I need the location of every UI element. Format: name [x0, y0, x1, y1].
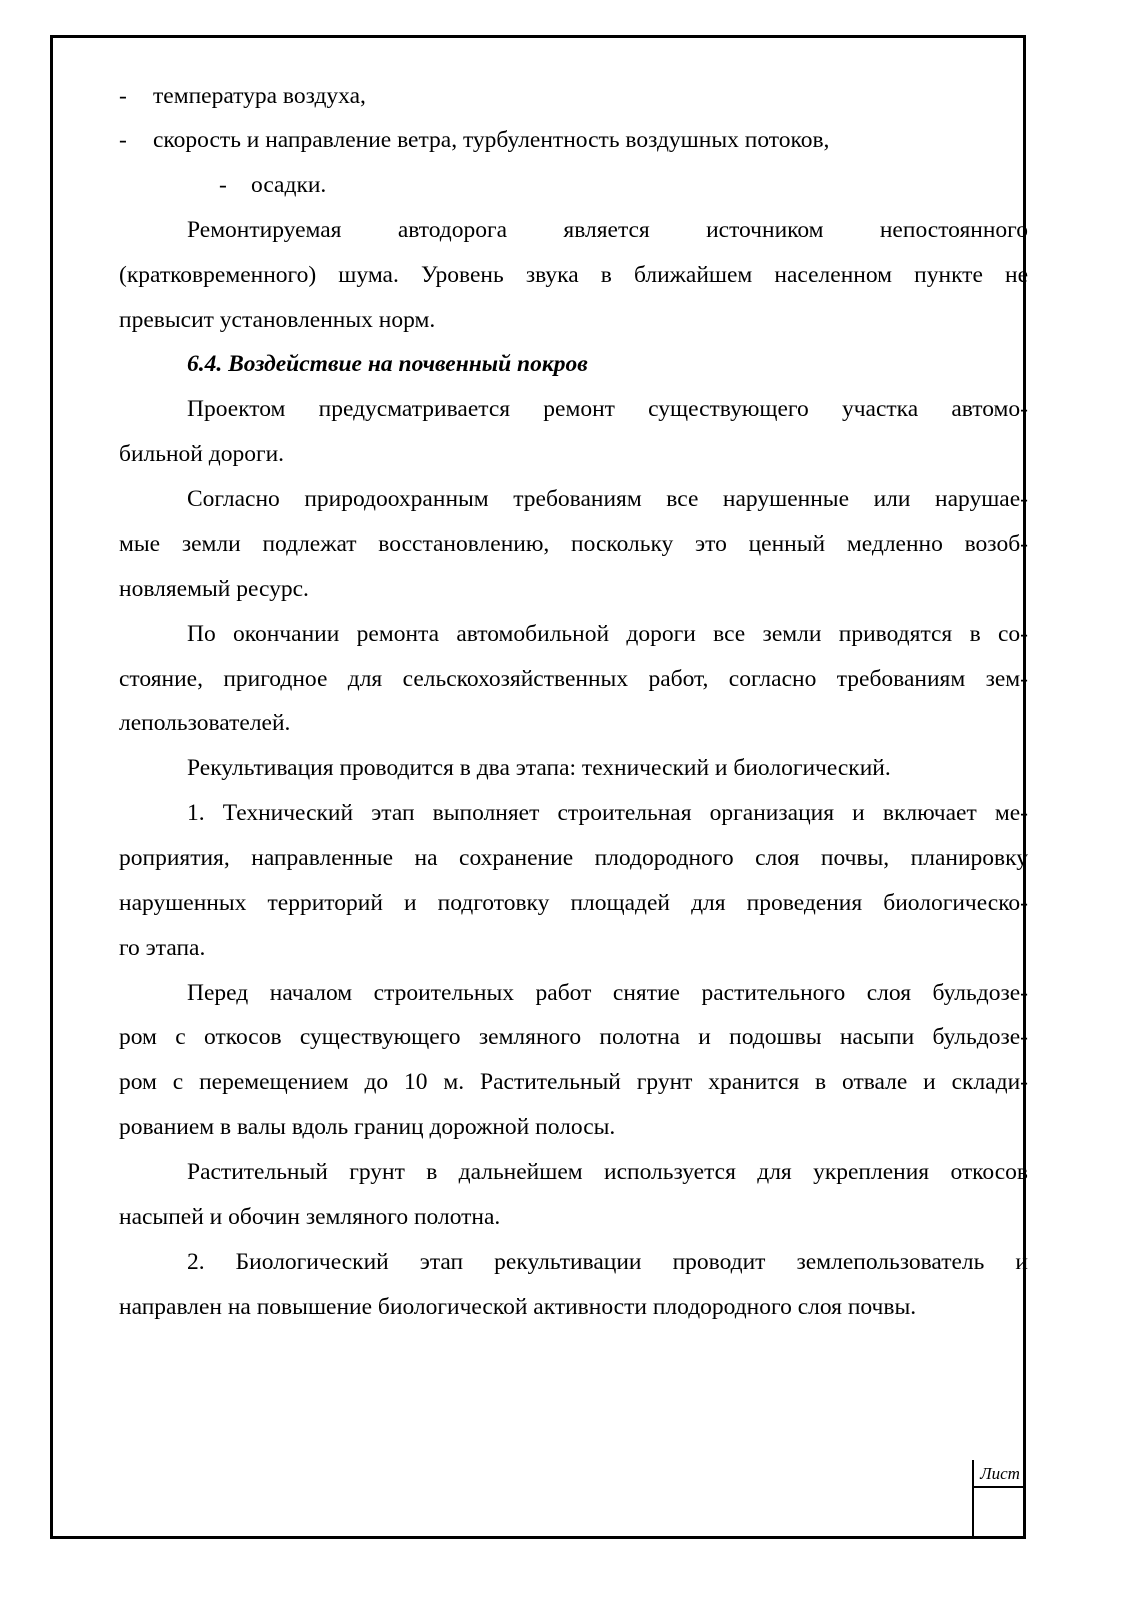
- text-line: Растительный грунт в дальнейшем используется для укрепления откосов: [187, 1159, 1028, 1185]
- text-line: 1. Технический этап выполняет строительная организация и включает ме-: [187, 800, 1028, 826]
- text-line: лепользователей.: [119, 710, 291, 736]
- text-line: направлен на повышение биологической активности плодородного слоя почвы.: [119, 1294, 917, 1320]
- text-line: ром с перемещением до 10 м. Растительный грунт хранится в отвале и склади-: [119, 1069, 1028, 1095]
- sheet-label: Лист: [974, 1460, 1026, 1488]
- text-line: го этапа.: [119, 935, 206, 961]
- text-line: По окончании ремонта автомобильной дороги все земли приводятся в со-: [187, 621, 1028, 647]
- bullet-text: осадки.: [251, 172, 327, 198]
- text-line: (кратковременного) шума. Уровень звука в ближайшем населенном пункте не: [119, 262, 1028, 288]
- text-line: Рекультивация проводится в два этапа: технический и биологический.: [187, 755, 891, 781]
- text-line: 2. Биологический этап рекультивации проводит землепользователь и: [187, 1249, 1028, 1275]
- text-line: нарушенных территорий и подготовку площадей для проведения биологическо-: [119, 890, 1028, 916]
- text-line: Ремонтируемая автодорога является источником непостоянного: [187, 217, 1028, 243]
- text-line: ром с откосов существующего земляного полотна и подошвы насыпи бульдозе-: [119, 1024, 1028, 1050]
- text-line: Проектом предусматривается ремонт существующего участка автомо-: [187, 396, 1028, 422]
- text-line: Согласно природоохранным требованиям все нарушенные или нарушае-: [187, 486, 1028, 512]
- text-line: новляемый ресурс.: [119, 576, 309, 602]
- document-body: [119, 74, 1028, 1434]
- bullet-text: скорость и направление ветра, турбулентность воздушных потоков,: [153, 127, 830, 153]
- text-line: рованием в валы вдоль границ дорожной полосы.: [119, 1114, 616, 1140]
- text-line: роприятия, направленные на сохранение плодородного слоя почвы, планировку: [119, 845, 1028, 871]
- bullet-marker: -: [119, 83, 127, 109]
- section-heading: 6.4. Воздействие на почвенный покров: [187, 351, 588, 377]
- text-line: бильной дороги.: [119, 441, 285, 467]
- text-line: стояние, пригодное для сельскохозяйственных работ, согласно требованиям зем-: [119, 666, 1028, 692]
- sheet-number: [974, 1488, 1026, 1537]
- bullet-text: температура воздуха,: [153, 83, 366, 109]
- text-line: мые земли подлежат восстановлению, поскольку это ценный медленно возоб-: [119, 531, 1028, 557]
- bullet-marker: -: [219, 172, 227, 198]
- text-line: Перед началом строительных работ снятие растительного слоя бульдозе-: [187, 980, 1028, 1006]
- sheet-stamp: [972, 1460, 1026, 1539]
- text-line: превысит установленных норм.: [119, 307, 436, 333]
- bullet-marker: -: [119, 127, 127, 153]
- text-line: насыпей и обочин земляного полотна.: [119, 1204, 501, 1230]
